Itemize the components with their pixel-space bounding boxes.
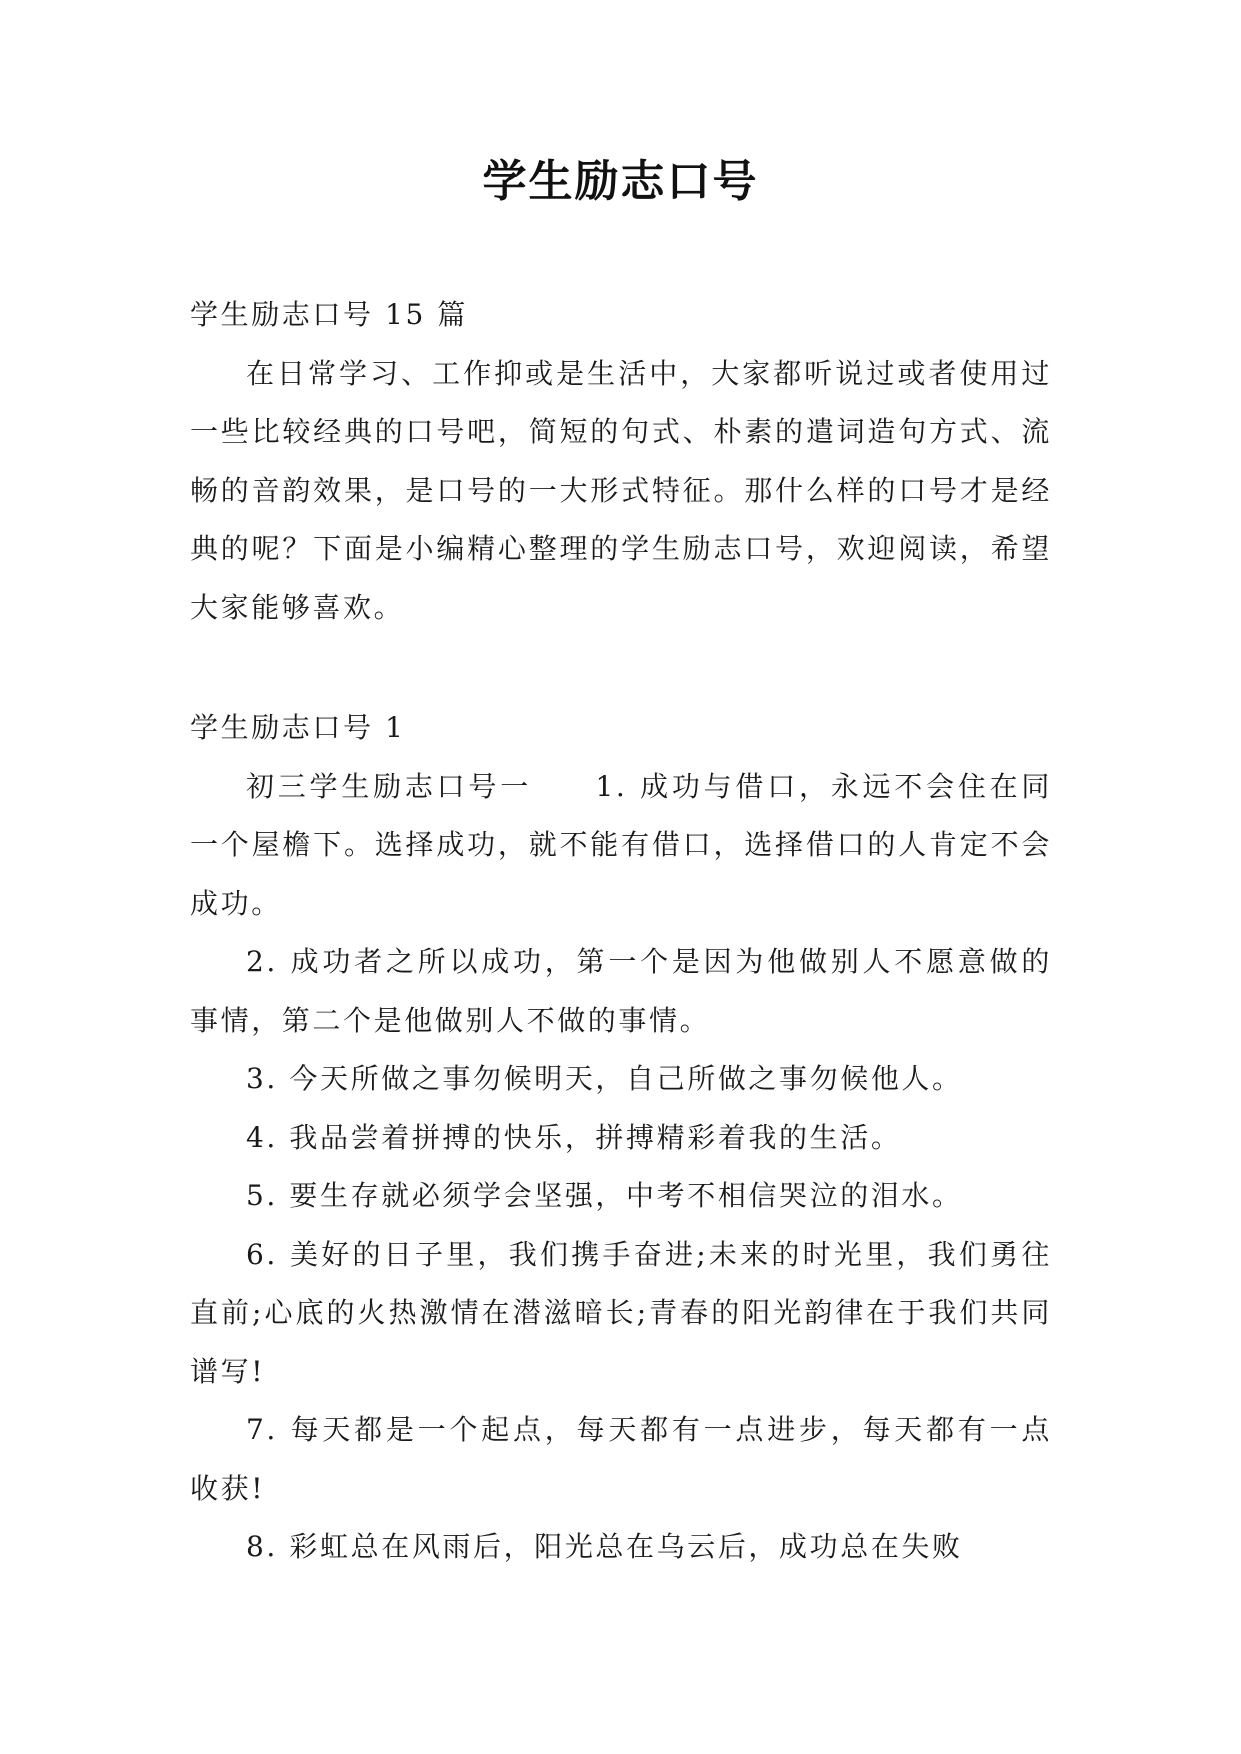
slogan-item-3: 3. 今天所做之事勿候明天，自己所做之事勿候他人。 [246,1062,963,1095]
document-body [190,286,1052,1577]
slogan-item-7: 7. 每天都是一个起点，每天都有一点进步，每天都有一点收获! [190,1413,1052,1505]
subtitle: 学生励志口号 15 篇 [190,298,469,331]
section-heading: 学生励志口号 1 [190,711,406,744]
intro-paragraph: 在日常学习、工作抑或是生活中，大家都听说过或者使用过一些比较经典的口号吧，简短的句式、朴素的遣词造句方式、流畅的音韵效果，是口号的一大形式特征。那什么样的口号才是经典的呢？下面是小编精心整理的学生励志口号，欢迎阅读，希望大家能够喜欢。 [190,356,1052,624]
slogan-item-8: 8. 彩虹总在风雨后，阳光总在乌云后，成功总在失败 [246,1530,963,1563]
slogan-item-1: 初三学生励志口号一 1. 成功与借口，永远不会住在同一个屋檐下。选择成功，就不能有借口，选择借口的人肯定不会成功。 [190,769,1052,920]
document-title: 学生励志口号 [482,156,759,207]
slogan-item-2: 2. 成功者之所以成功，第一个是因为他做别人不愿意做的事情，第二个是他做别人不做的事情。 [190,945,1052,1037]
slogan-item-6: 6. 美好的日子里，我们携手奋进;未来的时光里，我们勇往直前;心底的火热激情在潜滋暗长;青春的阳光韵律在于我们共同谱写! [190,1237,1052,1388]
slogan-item-5: 5. 要生存就必须学会坚强，中考不相信哭泣的泪水。 [246,1179,963,1212]
slogan-item-4: 4. 我品尝着拼搏的快乐，拼搏精彩着我的生活。 [246,1120,902,1154]
paragraph-spacer [190,637,1052,699]
